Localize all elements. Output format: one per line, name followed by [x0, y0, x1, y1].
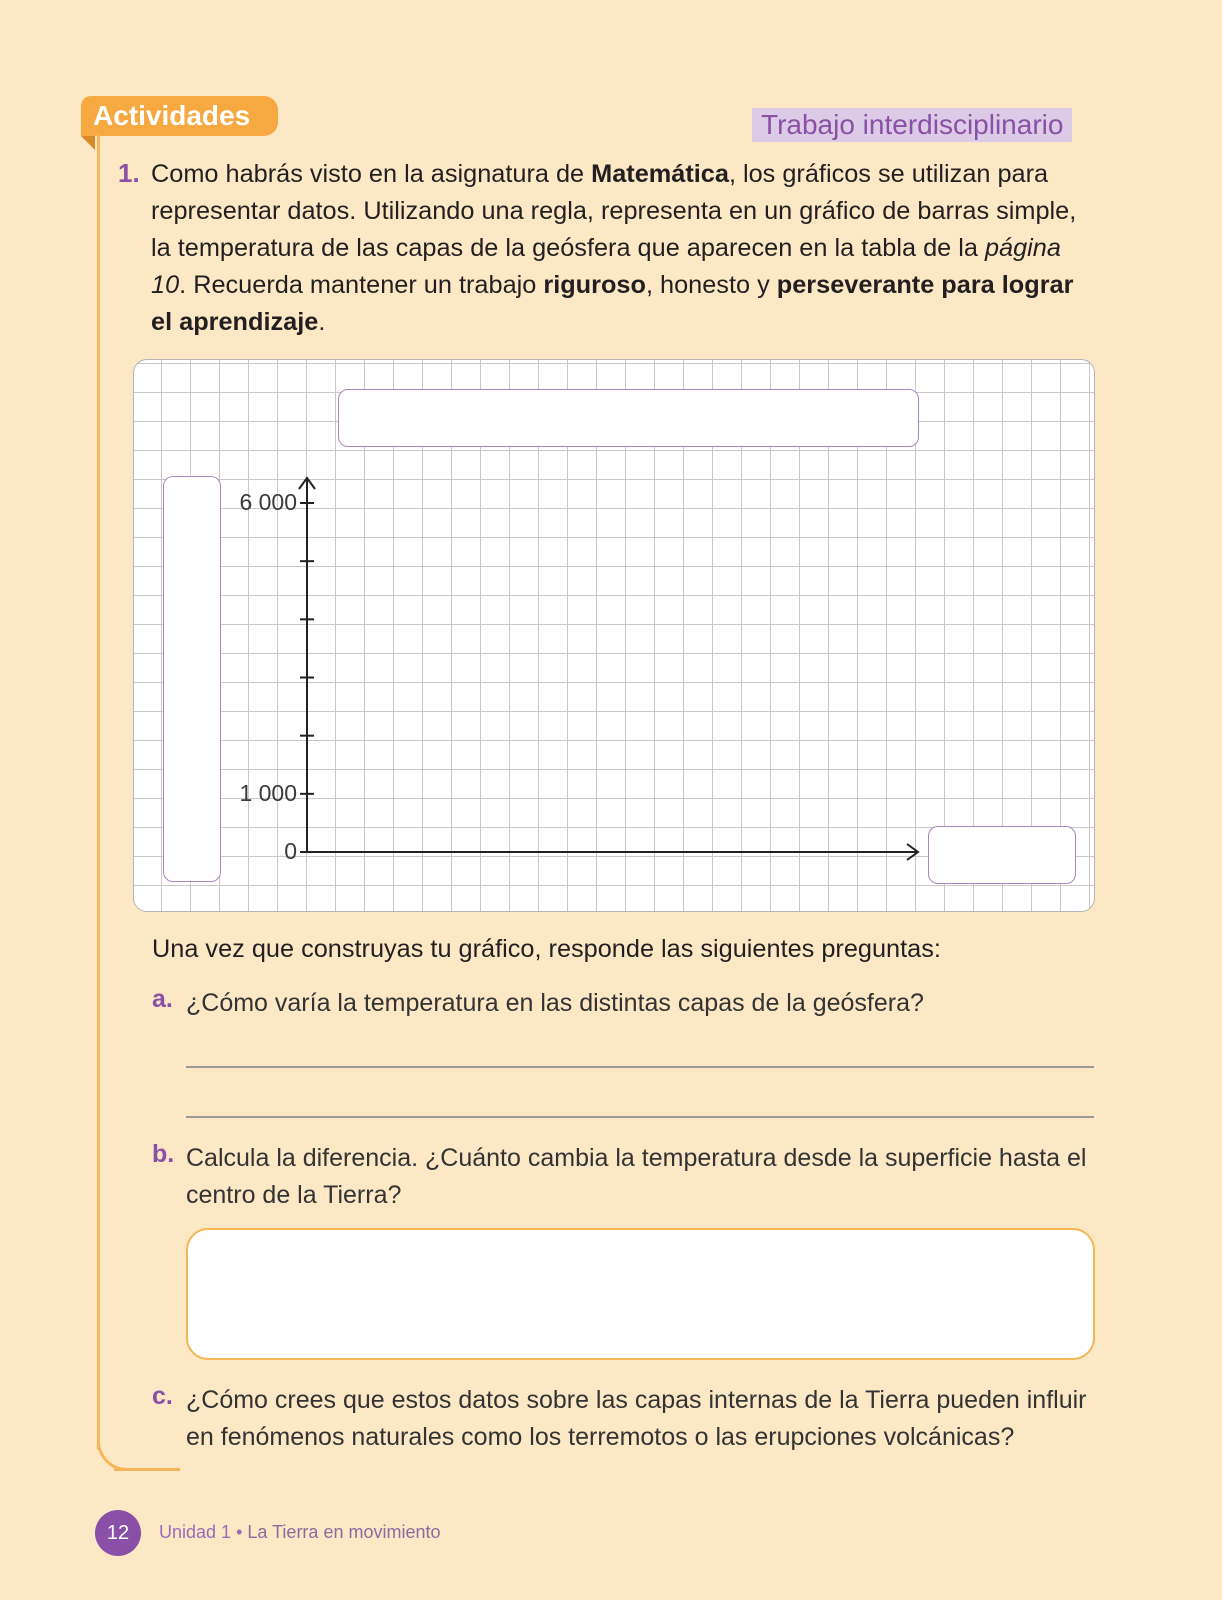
footer-unit-info: [159, 1522, 441, 1543]
activities-tab: Actividades: [81, 96, 278, 136]
footer-unit: Unidad 1: [159, 1522, 232, 1542]
footer-unit-title: La Tierra en movimiento: [247, 1522, 441, 1542]
q1-part2: , los gráficos se utilizan para representar datos. Utilizando una regla, representa en un gráfico de barras simple, la temperatura de las capas de la geósfera que aparecen en la tabla de la: [151, 160, 1077, 262]
q1-part3: . Recuerda mantener un trabajo: [179, 271, 544, 299]
y-axis-label-box[interactable]: [163, 476, 221, 882]
answer-box[interactable]: [186, 1228, 1095, 1360]
frame-line-horizontal: [114, 1468, 180, 1471]
q1-bold-subject: Matemática: [591, 160, 729, 188]
x-axis-label-box[interactable]: [928, 826, 1076, 884]
answer-line-1[interactable]: [186, 1066, 1094, 1068]
question-c-text: ¿Cómo crees que estos datos sobre las capas internas de la Tierra pueden influir en fenómenos naturales como los terremotos o las erupciones volcánicas?: [186, 1386, 1087, 1451]
question-a-text: ¿Cómo varía la temperatura en las distintas capas de la geósfera?: [186, 989, 924, 1017]
question-b-letter: b.: [152, 1140, 175, 1168]
footer-separator: •: [236, 1522, 243, 1542]
q1-part5: .: [318, 308, 326, 336]
frame-line-vertical: [97, 134, 100, 1450]
q1-page-ref: página 10: [151, 234, 1061, 299]
y-tick-label: 6 000: [239, 489, 297, 515]
q1-part1: Como habrás visto en la asignatura de: [151, 160, 592, 188]
tab-fold-decoration: [81, 136, 95, 150]
q1-bold-rigorous: riguroso: [543, 271, 646, 299]
q1-part4: , honesto y: [645, 271, 777, 299]
q1-bold-persevering: perseverante para lograr el aprendizaje: [151, 271, 1074, 336]
chart-title-box[interactable]: [338, 389, 919, 447]
question-number: 1.: [118, 158, 140, 188]
interdisciplinary-tag: Trabajo interdisciplinario: [752, 108, 1072, 142]
question-b-text: Calcula la diferencia. ¿Cuánto cambia la temperatura desde la superficie hasta el centro de la Tierra?: [186, 1144, 1087, 1209]
page-number: 12: [95, 1510, 141, 1556]
instruction-text: Una vez que construyas tu gráfico, responde las siguientes preguntas:: [152, 935, 941, 963]
question-c-letter: c.: [152, 1382, 173, 1410]
question-a-letter: a.: [152, 985, 173, 1013]
answer-line-2[interactable]: [186, 1116, 1094, 1118]
y-tick-label: 0: [284, 838, 297, 864]
frame-line-corner: [97, 1420, 131, 1471]
question-1-text: [151, 156, 1096, 341]
y-tick-label: 1 000: [239, 779, 297, 806]
